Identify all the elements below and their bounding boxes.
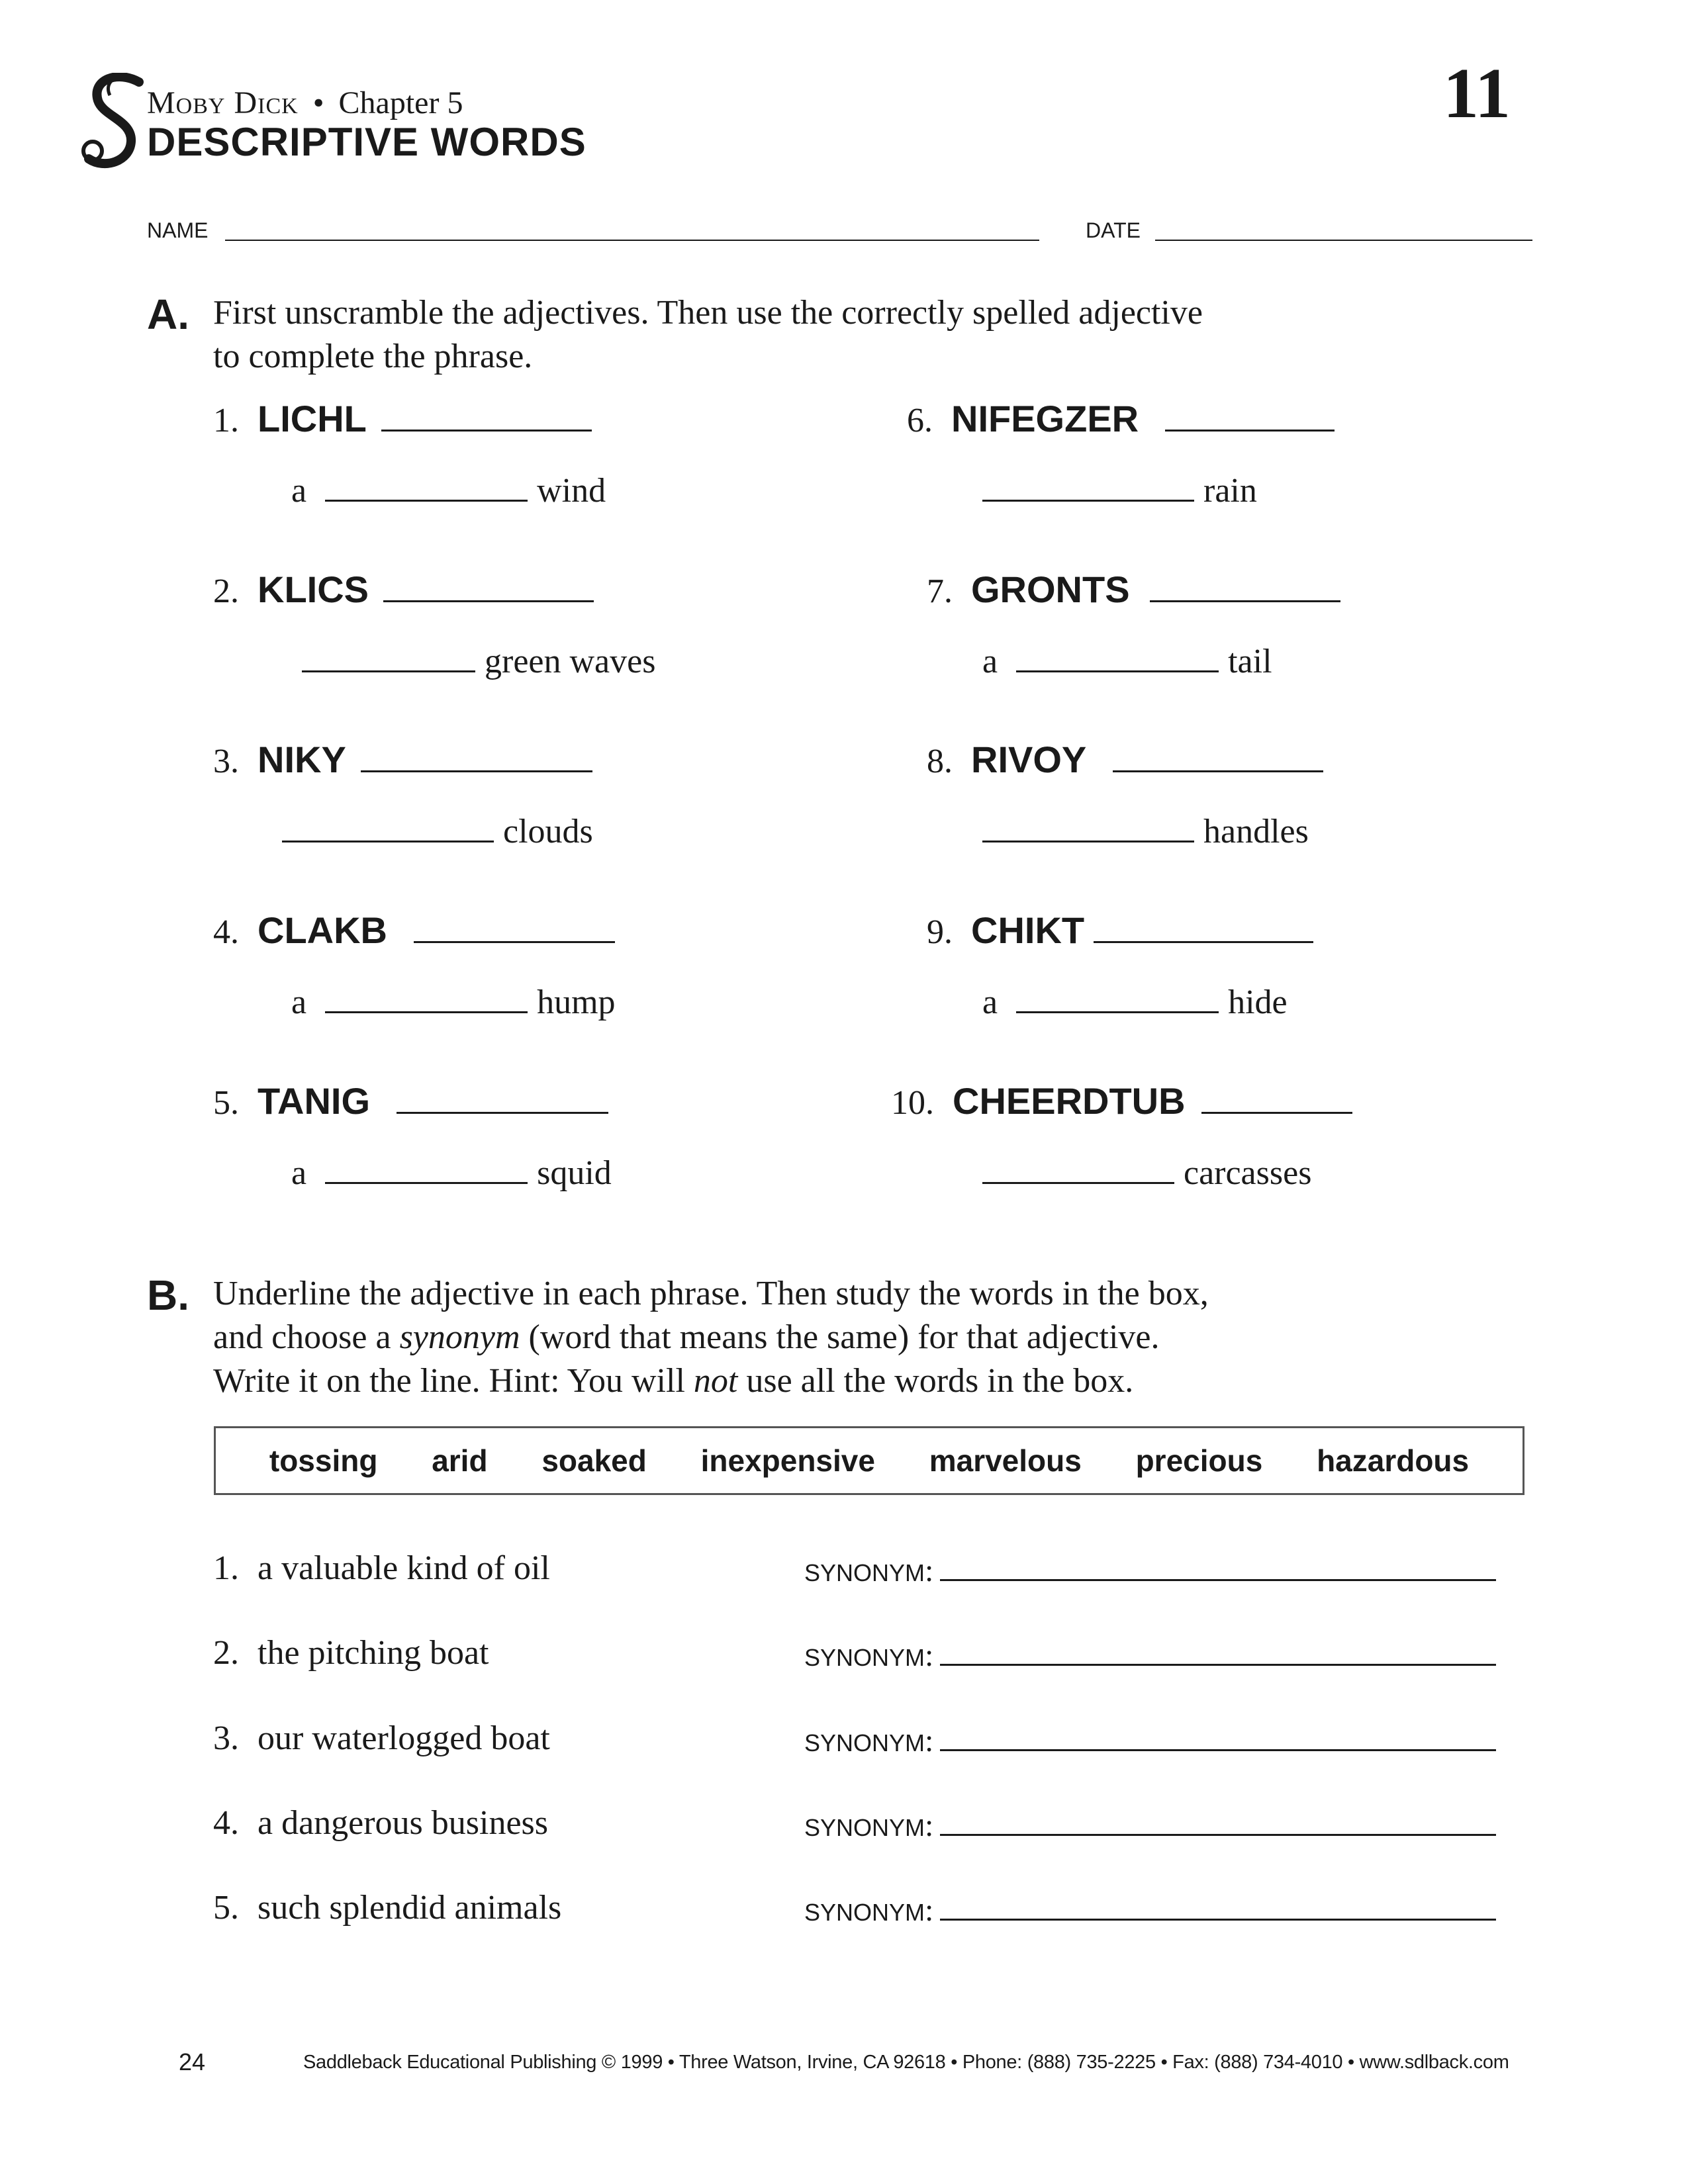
synonym-label: SYNONYM xyxy=(804,1559,925,1586)
phrase-row xyxy=(982,1154,1311,1193)
unscramble-answer-line[interactable] xyxy=(414,941,615,943)
word-box-item: marvelous xyxy=(929,1443,1082,1478)
phrase-row xyxy=(982,812,1309,851)
item-number: 10. xyxy=(891,1084,934,1122)
phrase-answer-line[interactable] xyxy=(1016,670,1219,672)
phrase-answer-line[interactable] xyxy=(302,670,475,672)
synonym-row xyxy=(804,1553,1496,1589)
scramble-item xyxy=(927,909,1313,952)
synonym-phrase xyxy=(213,1719,550,1758)
synonym-phrase xyxy=(213,1633,489,1672)
word-box-item: inexpensive xyxy=(700,1443,875,1478)
scramble-item xyxy=(213,568,594,611)
scramble-item xyxy=(213,397,592,440)
phrase-prefix: a xyxy=(291,472,307,510)
item-number: 1. xyxy=(213,1549,239,1587)
word-box-item: tossing xyxy=(269,1443,378,1478)
phrase-prefix: a xyxy=(982,983,998,1021)
scrambled-word: TANIG xyxy=(258,1080,371,1122)
phrase-row xyxy=(282,812,593,851)
synonym-colon: : xyxy=(925,1723,934,1758)
phrase-row xyxy=(982,983,1288,1022)
phrase-text: the pitching boat xyxy=(258,1634,489,1672)
unscramble-answer-line[interactable] xyxy=(397,1112,608,1114)
word-box-item: precious xyxy=(1135,1443,1263,1478)
synonym-answer-line[interactable] xyxy=(940,1664,1496,1666)
synonym-label: SYNONYM xyxy=(804,1814,925,1841)
unscramble-answer-line[interactable] xyxy=(361,770,592,772)
scrambled-word: RIVOY xyxy=(971,739,1087,780)
synonym-colon: : xyxy=(925,1638,934,1673)
unscramble-answer-line[interactable] xyxy=(1150,600,1340,602)
footer-page-number: 24 xyxy=(179,2048,206,2075)
unscramble-answer-line[interactable] xyxy=(1165,430,1335,432)
item-number: 4. xyxy=(213,1804,239,1842)
synonym-row xyxy=(804,1892,1496,1929)
phrase-answer-line[interactable] xyxy=(325,500,528,502)
phrase-suffix: carcasses xyxy=(1184,1154,1312,1192)
item-number: 5. xyxy=(213,1889,239,1927)
synonym-colon: : xyxy=(925,1808,934,1843)
section-a-letter: A. xyxy=(147,291,189,338)
phrase-suffix: green waves xyxy=(485,643,656,680)
phrase-suffix: squid xyxy=(537,1154,612,1192)
phrase-prefix: a xyxy=(291,983,307,1021)
synonym-answer-line[interactable] xyxy=(940,1749,1496,1751)
phrase-row xyxy=(291,471,606,510)
scramble-item xyxy=(907,397,1335,440)
synonym-answer-line[interactable] xyxy=(940,1834,1496,1836)
phrase-text: a dangerous business xyxy=(258,1804,549,1842)
item-number: 2. xyxy=(213,1634,239,1672)
phrase-answer-line[interactable] xyxy=(325,1182,528,1184)
phrase-answer-line[interactable] xyxy=(982,841,1194,842)
phrase-suffix: handles xyxy=(1203,813,1309,850)
word-box-item: arid xyxy=(432,1443,488,1478)
unscramble-answer-line[interactable] xyxy=(1094,941,1313,943)
item-number: 8. xyxy=(927,743,953,780)
section-b-instructions xyxy=(213,1272,1209,1403)
instruction-text: use all the words in the box. xyxy=(737,1362,1134,1400)
phrase-suffix: rain xyxy=(1203,472,1257,510)
phrase-row xyxy=(302,642,655,681)
instruction-emphasis: not xyxy=(693,1362,738,1400)
phrase-suffix: tail xyxy=(1228,643,1272,680)
phrase-suffix: hide xyxy=(1228,983,1288,1021)
date-label: DATE xyxy=(1086,218,1141,242)
phrase-answer-line[interactable] xyxy=(282,841,494,842)
synonym-answer-line[interactable] xyxy=(940,1919,1496,1921)
synonym-colon: : xyxy=(925,1893,934,1928)
scramble-item xyxy=(927,738,1323,781)
section-b-instruction-line: Underline the adjective in each phrase. Then study the words in the box, xyxy=(213,1275,1209,1312)
scramble-item xyxy=(213,909,615,952)
footer-publisher: Saddleback Educational Publishing © 1999 • Three Watson, Irvine, CA 92618 • Phone: (888) 735-2225 • Fax: (888) 734-4010 • www.sdlback.com xyxy=(303,2052,1509,2073)
synonym-colon: : xyxy=(925,1553,934,1588)
scramble-item xyxy=(213,1079,608,1122)
phrase-prefix: a xyxy=(982,643,998,680)
scrambled-word: LICHL xyxy=(258,398,367,439)
phrase-suffix: hump xyxy=(537,983,616,1021)
scrambled-word: KLICS xyxy=(258,569,369,610)
scrambled-word: NIFEGZER xyxy=(951,398,1139,439)
phrase-row xyxy=(291,1154,612,1193)
scramble-item xyxy=(891,1079,1352,1122)
item-number: 5. xyxy=(213,1084,239,1122)
phrase-text: such splendid animals xyxy=(258,1889,562,1927)
section-a-instruction-line: to complete the phrase. xyxy=(213,338,533,375)
phrase-answer-line[interactable] xyxy=(1016,1011,1219,1013)
synonym-row xyxy=(804,1637,1496,1674)
scrambled-word: CLAKB xyxy=(258,909,387,951)
synonym-phrase xyxy=(213,1888,561,1927)
phrase-row xyxy=(982,471,1257,510)
unscramble-answer-line[interactable] xyxy=(1113,770,1323,772)
name-field[interactable] xyxy=(225,240,1039,241)
phrase-answer-line[interactable] xyxy=(982,500,1194,502)
chapter-label: Chapter 5 xyxy=(338,85,463,120)
instruction-emphasis: synonym xyxy=(399,1318,520,1356)
word-box-item: soaked xyxy=(541,1443,647,1478)
synonym-label: SYNONYM xyxy=(804,1729,925,1756)
synonym-label: SYNONYM xyxy=(804,1899,925,1926)
synonym-label: SYNONYM xyxy=(804,1644,925,1671)
scramble-item xyxy=(213,738,592,781)
synonym-phrase xyxy=(213,1803,548,1843)
item-number: 6. xyxy=(907,402,933,439)
instruction-text: (word that means the same) for that adjective. xyxy=(520,1318,1160,1356)
synonym-answer-line[interactable] xyxy=(940,1579,1496,1581)
item-number: 3. xyxy=(213,1719,239,1757)
worksheet-title: DESCRIPTIVE WORDS xyxy=(147,120,586,164)
unscramble-answer-line[interactable] xyxy=(381,430,592,432)
section-a-instruction-line: First unscramble the adjectives. Then use the correctly spelled adjective xyxy=(213,294,1203,332)
phrase-row xyxy=(291,983,616,1022)
item-number: 9. xyxy=(927,913,953,951)
unscramble-answer-line[interactable] xyxy=(1201,1112,1352,1114)
series-title: Moby Dick xyxy=(147,85,299,120)
item-number: 3. xyxy=(213,743,239,780)
section-b-instruction-line xyxy=(213,1316,1209,1359)
scrambled-word: CHIKT xyxy=(971,909,1085,951)
phrase-answer-line[interactable] xyxy=(982,1182,1174,1184)
item-number: 4. xyxy=(213,913,239,951)
item-number: 1. xyxy=(213,402,239,439)
section-b-letter: B. xyxy=(147,1271,189,1319)
header-series-line xyxy=(147,85,463,121)
phrase-prefix: a xyxy=(291,1154,307,1192)
scrambled-word: NIKY xyxy=(258,739,346,780)
scramble-item xyxy=(927,568,1340,611)
scrambled-word: CHEERDTUB xyxy=(953,1080,1186,1122)
instruction-text: Write it on the line. Hint: You will xyxy=(213,1362,694,1400)
synonym-row xyxy=(804,1723,1496,1759)
worksheet-number: 11 xyxy=(1443,54,1511,133)
phrase-row xyxy=(982,642,1272,681)
phrase-text: a valuable kind of oil xyxy=(258,1549,550,1587)
item-number: 7. xyxy=(927,572,953,610)
synonym-phrase xyxy=(213,1549,550,1588)
phrase-suffix: clouds xyxy=(503,813,593,850)
synonym-row xyxy=(804,1807,1496,1844)
item-number: 2. xyxy=(213,572,239,610)
saddleback-logo-icon xyxy=(78,73,151,172)
section-a-instructions xyxy=(213,291,1203,379)
word-box-item: hazardous xyxy=(1317,1443,1470,1478)
phrase-answer-line[interactable] xyxy=(325,1011,528,1013)
phrase-text: our waterlogged boat xyxy=(258,1719,550,1757)
scrambled-word: GRONTS xyxy=(971,569,1130,610)
word-box xyxy=(214,1426,1524,1495)
name-label: NAME xyxy=(147,218,209,242)
date-field[interactable] xyxy=(1155,240,1532,241)
phrase-suffix: wind xyxy=(537,472,606,510)
section-b-instruction-line xyxy=(213,1359,1209,1403)
header-separator: • xyxy=(312,85,324,120)
instruction-text: and choose a xyxy=(213,1318,400,1356)
unscramble-answer-line[interactable] xyxy=(383,600,594,602)
